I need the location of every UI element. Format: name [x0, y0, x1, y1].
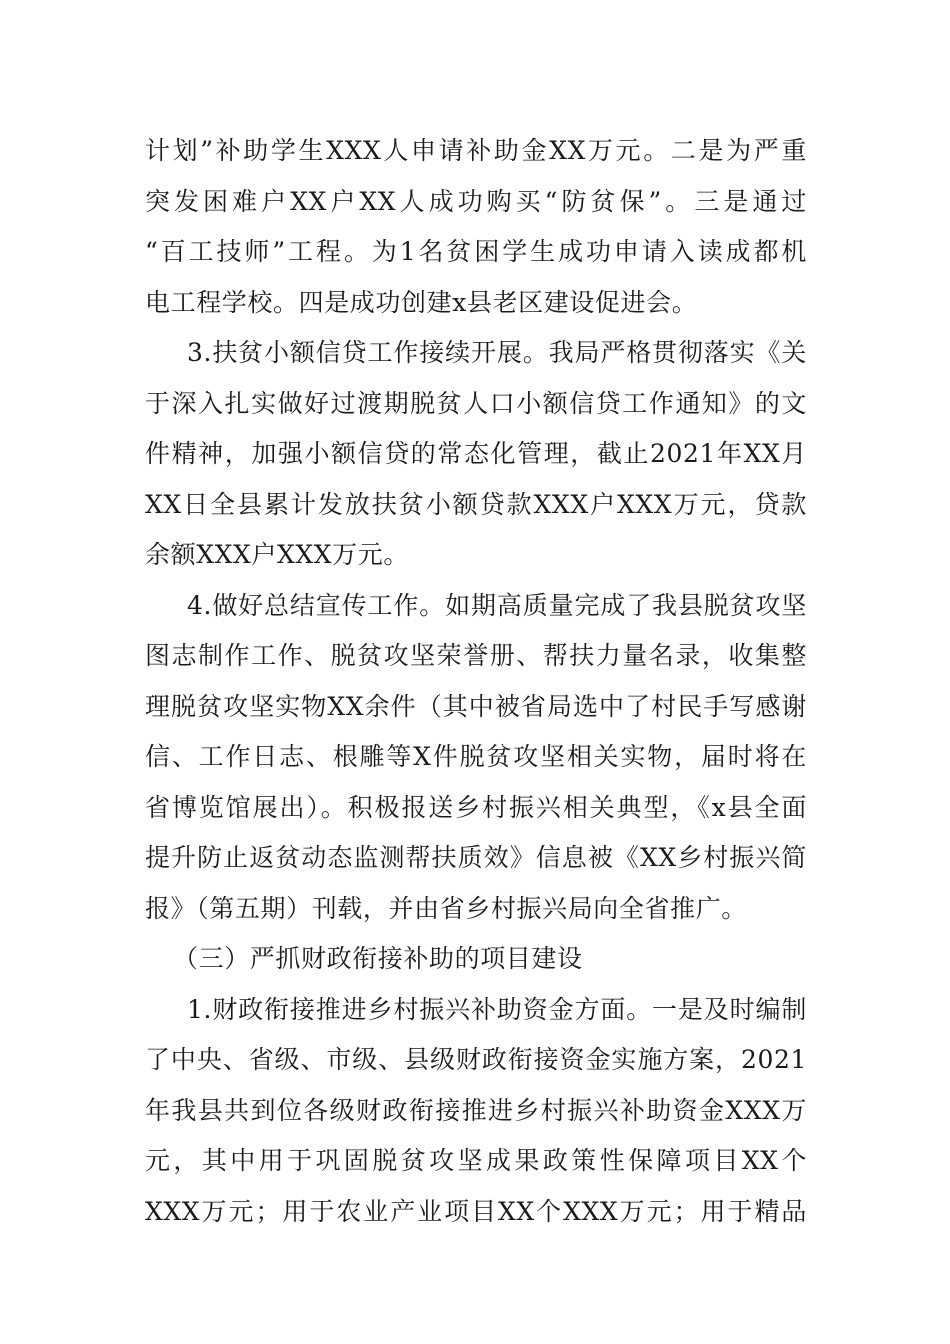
text-line-14: 省博览馆展出）。积极报送乡村振兴相关典型，《x县全面 [145, 792, 807, 822]
text-line-5: 3.扶贫小额信贷工作接续开展。我局严格贯彻落实《关 [187, 338, 807, 367]
text-line-1: 计划”补助学生XXX人申请补助金XX万元。二是为严重 [145, 136, 807, 165]
text-line-18: 1.财政衔接推进乡村振兴补助资金方面。一是及时编制 [187, 994, 807, 1024]
text-line-15: 提升防止返贫动态监测帮扶质效》信息被《XX乡村振兴简 [145, 843, 807, 872]
text-line-19: 了中央、省级、市级、县级财政衔接资金实施方案，2021 [145, 1045, 807, 1074]
text-line-6: 于深入扎实做好过渡期脱贫人口小额信贷工作通知》的文 [145, 388, 807, 418]
text-line-10: 4.做好总结宣传工作。如期高质量完成了我县脱贫攻坚 [187, 590, 807, 620]
text-line-20: 年我县共到位各级财政衔接推进乡村振兴补助资金XXX万 [145, 1095, 807, 1125]
text-line-22: XXX万元；用于农业产业项目XX个XXX万元；用于精品 [145, 1196, 807, 1226]
text-line-7: 件精神，加强小额信贷的常态化管理，截止2021年XX月 [145, 439, 807, 468]
text-line-11: 图志制作工作、脱贫攻坚荣誉册、帮扶力量名录，收集整 [145, 641, 807, 670]
text-line-3: “百工技师”工程。为1名贫困学生成功申请入读成都机 [145, 237, 807, 266]
text-line-16: 报》（第五期）刊载，并由省乡村振兴局向全省推广。 [145, 893, 747, 923]
text-line-9: 余额XXX户XXX万元。 [145, 540, 409, 569]
document-body [145, 126, 807, 1237]
text-line-2: 突发困难户XX户XX人成功购买“防贫保”。三是通过 [145, 186, 807, 216]
text-line-8: XX日全县累计发放扶贫小额贷款XXX户XXX万元，贷款 [145, 489, 807, 519]
section-heading: （三）严抓财政衔接补助的项目建设 [173, 944, 583, 973]
text-line-4: 电工程学校。四是成功创建x县老区建设促进会。 [145, 287, 698, 317]
text-line-21: 元，其中用于巩固脱贫攻坚成果政策性保障项目XX个 [145, 1146, 807, 1175]
text-line-13: 信、工作日志、根雕等X件脱贫攻坚相关实物，届时将在 [145, 742, 807, 771]
text-line-12: 理脱贫攻坚实物XX余件（其中被省局选中了村民手写感谢 [145, 691, 807, 721]
